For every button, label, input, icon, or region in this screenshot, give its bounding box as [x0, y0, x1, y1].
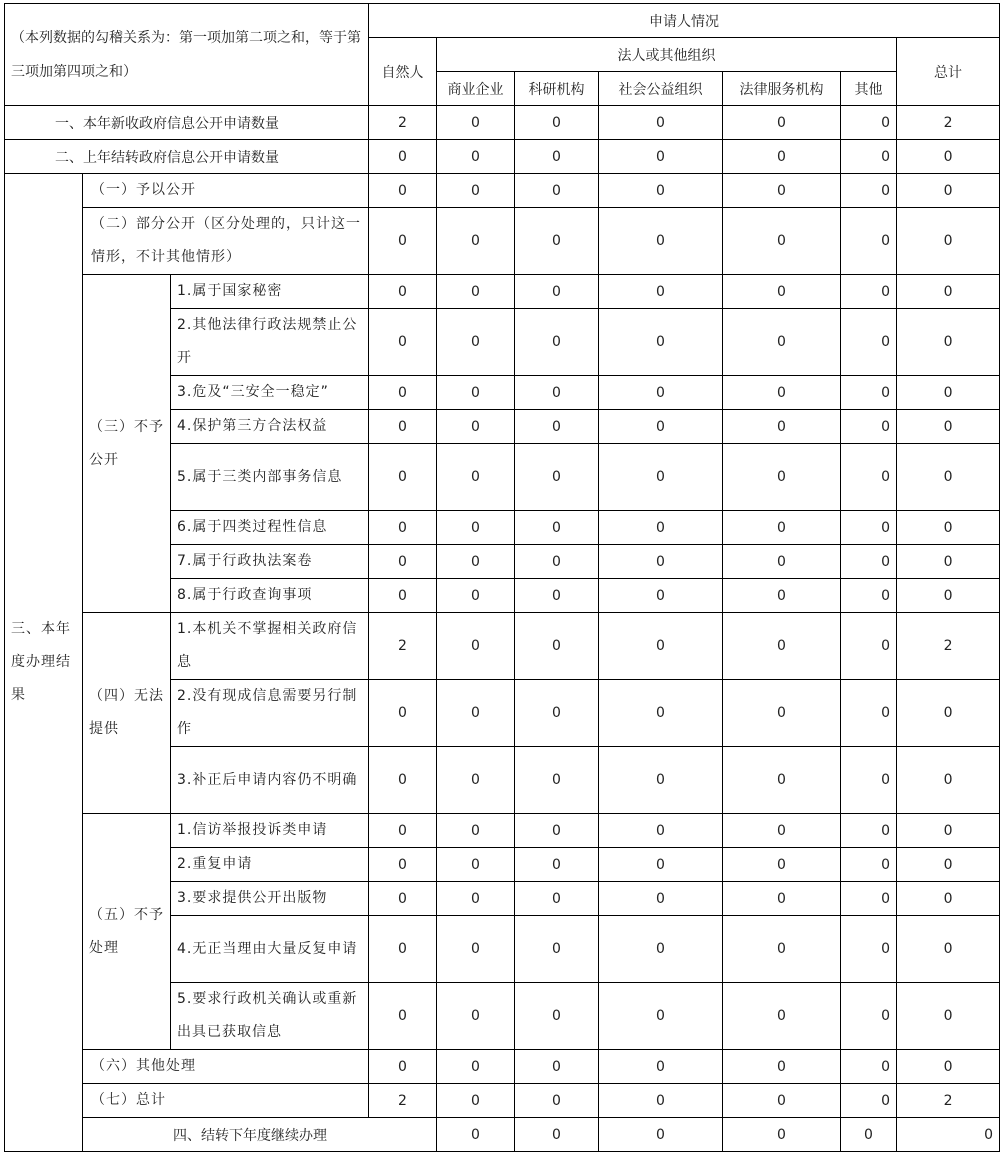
cell-natural: 0	[369, 545, 437, 579]
cell-total: 0	[897, 376, 1000, 410]
cell-natural: 0	[369, 983, 437, 1050]
cell-total: 0	[897, 814, 1000, 848]
cell-other: 0	[841, 174, 897, 208]
cell-research: 0	[515, 545, 599, 579]
table-row	[5, 275, 1000, 309]
cell-other: 0	[841, 545, 897, 579]
cell-commercial: 0	[437, 275, 515, 309]
cell-public-welfare: 0	[599, 140, 723, 174]
cell-commercial: 0	[437, 410, 515, 444]
cell-research: 0	[515, 680, 599, 747]
cell-other: 0	[841, 1050, 897, 1084]
cell-legal-service: 0	[723, 680, 841, 747]
row-label: 1.信访举报投诉类申请	[171, 814, 369, 848]
row-label: 一、本年新收政府信息公开申请数量	[5, 106, 369, 140]
natural-person-header: 自然人	[369, 38, 437, 106]
cell-commercial: 0	[437, 747, 515, 814]
row-label: 四、结转下年度继续办理	[83, 1118, 437, 1152]
cell-commercial: 0	[437, 444, 515, 511]
cell-other: 0	[841, 208, 897, 275]
cell-public-welfare: 0	[599, 848, 723, 882]
row-label: （七）总计	[83, 1084, 369, 1118]
cell-research: 0	[515, 1084, 599, 1118]
cell-legal-service: 0	[723, 140, 841, 174]
table-row	[5, 1084, 1000, 1118]
row-label: （六）其他处理	[83, 1050, 369, 1084]
row-label: 2.其他法律行政法规禁止公开	[171, 309, 369, 376]
cell-research: 0	[515, 376, 599, 410]
cell-total: 0	[897, 882, 1000, 916]
cell-commercial: 0	[437, 814, 515, 848]
cell-public-welfare: 0	[599, 882, 723, 916]
cell-total: 0	[897, 140, 1000, 174]
cell-natural: 0	[437, 1118, 515, 1152]
cell-legal-service: 0	[723, 882, 841, 916]
cell-public-welfare: 0	[599, 747, 723, 814]
cell-public-welfare: 0	[599, 376, 723, 410]
group-3-label: （三）不予公开	[83, 275, 171, 613]
cell-other: 0	[841, 1084, 897, 1118]
cell-public-welfare: 0	[599, 174, 723, 208]
cell-total: 0	[897, 579, 1000, 613]
cell-natural: 0	[369, 174, 437, 208]
total-header: 总计	[897, 38, 1000, 106]
other-header: 其他	[841, 72, 897, 106]
cell-commercial: 0	[437, 1084, 515, 1118]
cell-other: 0	[841, 680, 897, 747]
cell-natural: 0	[369, 1050, 437, 1084]
cell-public-welfare: 0	[599, 1084, 723, 1118]
cell-total: 0	[897, 275, 1000, 309]
cell-commercial: 0	[437, 106, 515, 140]
cell-other: 0	[897, 1118, 1000, 1152]
cell-other: 0	[841, 983, 897, 1050]
cell-natural: 0	[369, 882, 437, 916]
research-header: 科研机构	[515, 72, 599, 106]
cell-research: 0	[515, 814, 599, 848]
cell-other: 0	[841, 579, 897, 613]
cell-public-welfare: 0	[599, 410, 723, 444]
row-label: 3.补正后申请内容仍不明确	[171, 747, 369, 814]
cell-natural: 0	[369, 579, 437, 613]
cell-total: 2	[897, 613, 1000, 680]
cell-public-welfare: 0	[599, 579, 723, 613]
cell-natural: 2	[369, 613, 437, 680]
cell-other: 0	[841, 106, 897, 140]
cell-legal-service: 0	[723, 1084, 841, 1118]
gov-info-disclosure-table	[4, 3, 1000, 1152]
cell-research: 0	[515, 140, 599, 174]
cell-research: 0	[515, 106, 599, 140]
cell-public-welfare: 0	[599, 983, 723, 1050]
cell-legal-service: 0	[723, 444, 841, 511]
cell-commercial: 0	[437, 208, 515, 275]
group-5-label: （五）不予处理	[83, 814, 171, 1050]
cell-legal-service: 0	[723, 1050, 841, 1084]
cell-legal-service: 0	[723, 916, 841, 983]
table-row	[5, 1050, 1000, 1084]
cell-legal-service: 0	[723, 376, 841, 410]
cell-commercial: 0	[437, 1050, 515, 1084]
table-row	[5, 613, 1000, 680]
cell-natural: 0	[369, 309, 437, 376]
cell-natural: 0	[369, 140, 437, 174]
cell-public-welfare: 0	[599, 309, 723, 376]
cell-research: 0	[515, 410, 599, 444]
cell-public-welfare: 0	[599, 545, 723, 579]
cell-legal-service: 0	[723, 106, 841, 140]
cell-total: 0	[897, 983, 1000, 1050]
cell-natural: 0	[369, 208, 437, 275]
section-3-label: 三、本年度办理结果	[5, 174, 83, 1152]
cell-natural: 0	[369, 511, 437, 545]
cell-natural: 0	[369, 848, 437, 882]
cell-natural: 2	[369, 106, 437, 140]
cell-commercial: 0	[437, 882, 515, 916]
cell-legal-service: 0	[841, 1118, 897, 1152]
table-row	[5, 140, 1000, 174]
table-row	[5, 814, 1000, 848]
table-row	[5, 106, 1000, 140]
cell-research: 0	[515, 174, 599, 208]
cell-total: 0	[897, 309, 1000, 376]
commercial-header: 商业企业	[437, 72, 515, 106]
cell-legal-service: 0	[723, 848, 841, 882]
row-label: 8.属于行政查询事项	[171, 579, 369, 613]
cell-legal-service: 0	[723, 613, 841, 680]
cell-total: 0	[897, 174, 1000, 208]
table-row	[5, 174, 1000, 208]
row-label: 5.要求行政机关确认或重新出具已获取信息	[171, 983, 369, 1050]
row-label: 二、上年结转政府信息公开申请数量	[5, 140, 369, 174]
cell-total: 0	[897, 444, 1000, 511]
cell-total: 0	[897, 848, 1000, 882]
cell-natural: 0	[369, 916, 437, 983]
row-label: （一）予以公开	[83, 174, 369, 208]
cell-research: 0	[515, 309, 599, 376]
cell-legal-service: 0	[723, 275, 841, 309]
cell-other: 0	[841, 140, 897, 174]
cell-research: 0	[515, 848, 599, 882]
cell-research: 0	[515, 579, 599, 613]
cell-legal-service: 0	[723, 410, 841, 444]
cell-total: 0	[897, 208, 1000, 275]
public-welfare-header: 社会公益组织	[599, 72, 723, 106]
cell-other: 0	[841, 848, 897, 882]
cell-commercial: 0	[437, 916, 515, 983]
cell-commercial: 0	[437, 309, 515, 376]
cell-legal-service: 0	[723, 579, 841, 613]
cell-research: 0	[515, 208, 599, 275]
cell-commercial: 0	[437, 579, 515, 613]
cell-other: 0	[841, 613, 897, 680]
cell-legal-service: 0	[723, 208, 841, 275]
cell-public-welfare: 0	[599, 511, 723, 545]
cell-commercial: 0	[437, 545, 515, 579]
cell-natural: 0	[369, 410, 437, 444]
cell-natural: 0	[369, 680, 437, 747]
cell-commercial: 0	[437, 511, 515, 545]
row-label: 6.属于四类过程性信息	[171, 511, 369, 545]
row-label: 1.本机关不掌握相关政府信息	[171, 613, 369, 680]
cell-commercial: 0	[437, 613, 515, 680]
cell-other: 0	[841, 410, 897, 444]
cell-commercial: 0	[437, 983, 515, 1050]
row-label: 5.属于三类内部事务信息	[171, 444, 369, 511]
row-label: 3.要求提供公开出版物	[171, 882, 369, 916]
cell-commercial: 0	[437, 376, 515, 410]
row-label: 2.重复申请	[171, 848, 369, 882]
cell-legal-service: 0	[723, 814, 841, 848]
cell-legal-service: 0	[723, 747, 841, 814]
cell-research: 0	[515, 983, 599, 1050]
legal-entities-header: 法人或其他组织	[437, 38, 897, 72]
legal-service-header: 法律服务机构	[723, 72, 841, 106]
cell-total: 0	[897, 545, 1000, 579]
cell-other: 0	[841, 309, 897, 376]
cell-public-welfare: 0	[723, 1118, 841, 1152]
cell-commercial: 0	[515, 1118, 599, 1152]
cell-total: 2	[897, 106, 1000, 140]
cell-research: 0	[515, 916, 599, 983]
cell-total: 2	[897, 1084, 1000, 1118]
cell-research: 0	[515, 275, 599, 309]
row-label: 4.保护第三方合法权益	[171, 410, 369, 444]
cell-natural: 0	[369, 747, 437, 814]
cell-commercial: 0	[437, 174, 515, 208]
cell-other: 0	[841, 814, 897, 848]
cell-research: 0	[515, 882, 599, 916]
cell-public-welfare: 0	[599, 444, 723, 511]
cell-total: 0	[897, 511, 1000, 545]
row-label: 7.属于行政执法案卷	[171, 545, 369, 579]
cell-legal-service: 0	[723, 983, 841, 1050]
cell-research: 0	[515, 1050, 599, 1084]
group-4-label: （四）无法提供	[83, 613, 171, 814]
cell-commercial: 0	[437, 140, 515, 174]
cell-research: 0	[515, 747, 599, 814]
applicant-situation-header: 申请人情况	[369, 4, 1000, 38]
cell-research: 0	[515, 444, 599, 511]
cell-total: 0	[897, 747, 1000, 814]
row-label: 1.属于国家秘密	[171, 275, 369, 309]
cell-public-welfare: 0	[599, 275, 723, 309]
cell-natural: 2	[369, 1084, 437, 1118]
cell-legal-service: 0	[723, 309, 841, 376]
cell-public-welfare: 0	[599, 106, 723, 140]
cell-legal-service: 0	[723, 174, 841, 208]
row-label: 2.没有现成信息需要另行制作	[171, 680, 369, 747]
cell-natural: 0	[369, 444, 437, 511]
table-note: （本列数据的勾稽关系为：第一项加第二项之和，等于第三项加第四项之和）	[5, 4, 369, 106]
cell-commercial: 0	[437, 848, 515, 882]
cell-total: 0	[897, 410, 1000, 444]
table-row	[5, 1118, 1000, 1152]
cell-total: 0	[897, 680, 1000, 747]
cell-legal-service: 0	[723, 511, 841, 545]
cell-public-welfare: 0	[599, 1050, 723, 1084]
cell-natural: 0	[369, 376, 437, 410]
cell-other: 0	[841, 747, 897, 814]
cell-total: 0	[897, 1050, 1000, 1084]
cell-other: 0	[841, 882, 897, 916]
cell-public-welfare: 0	[599, 814, 723, 848]
cell-legal-service: 0	[723, 545, 841, 579]
cell-public-welfare: 0	[599, 916, 723, 983]
cell-public-welfare: 0	[599, 208, 723, 275]
cell-natural: 0	[369, 275, 437, 309]
cell-research: 0	[515, 511, 599, 545]
cell-other: 0	[841, 376, 897, 410]
cell-total: 0	[897, 916, 1000, 983]
cell-natural: 0	[369, 814, 437, 848]
cell-other: 0	[841, 444, 897, 511]
cell-research: 0	[599, 1118, 723, 1152]
cell-public-welfare: 0	[599, 680, 723, 747]
row-label: （二）部分公开（区分处理的，只计这一情形，不计其他情形）	[83, 208, 369, 275]
cell-commercial: 0	[437, 680, 515, 747]
row-label: 4.无正当理由大量反复申请	[171, 916, 369, 983]
cell-other: 0	[841, 916, 897, 983]
cell-other: 0	[841, 511, 897, 545]
row-label: 3.危及“三安全一稳定”	[171, 376, 369, 410]
cell-research: 0	[515, 613, 599, 680]
table-row	[5, 208, 1000, 275]
cell-public-welfare: 0	[599, 613, 723, 680]
cell-other: 0	[841, 275, 897, 309]
